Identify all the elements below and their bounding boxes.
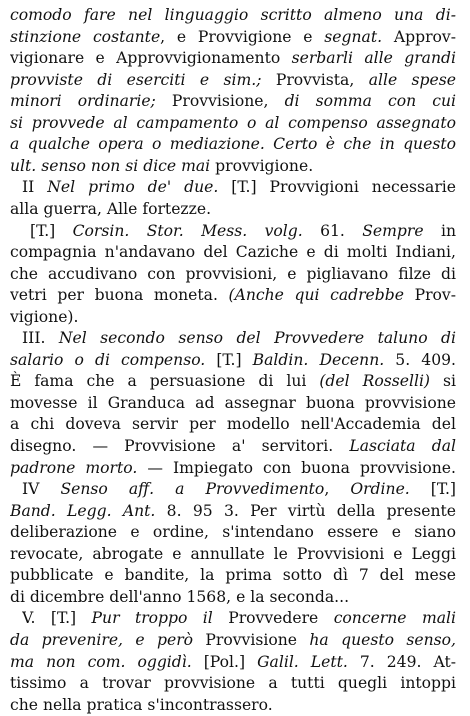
text-line: [10, 694, 456, 716]
italic-text-segment: segnat.: [324, 27, 383, 46]
italic-text-segment: Provvedere: [260, 329, 378, 348]
text-line: [22, 327, 456, 349]
text-segment: IV: [22, 480, 61, 499]
italic-text-segment: provviste di eserciti e sim.;: [10, 70, 262, 89]
italic-text-segment: Band. Legg. Ant.: [10, 501, 156, 520]
text-segment: vetri per buona moneta.: [10, 286, 229, 305]
text-line: [10, 586, 456, 608]
text-segment: II: [22, 178, 48, 197]
italic-text-segment: serbarli alle grandi: [291, 49, 456, 68]
text-segment: 7. 249. At-: [347, 652, 456, 671]
text-segment: a chi doveva servir per modello nell'Accademia del: [10, 415, 456, 434]
text-line: [10, 435, 456, 457]
text-line: [10, 263, 456, 285]
text-segment: — Impiegato con buona provvisione.: [137, 458, 456, 477]
italic-text-segment: Pur troppo il: [91, 609, 213, 628]
text-line: [10, 349, 456, 371]
italic-text-segment: (del Rosselli): [319, 372, 431, 391]
text-segment: Provvedere: [212, 609, 334, 628]
text-line: [10, 651, 456, 673]
text-line: [10, 457, 456, 479]
text-segment: provvigione.: [210, 156, 314, 175]
text-line: [10, 543, 456, 565]
text-segment: pubblicate e bandite, la prima sotto dì 7 del mese: [10, 566, 456, 585]
text-segment: 8. 95 3. Per virtù della presente: [155, 501, 456, 520]
italic-text-segment: Baldin. Decenn.: [252, 350, 385, 369]
text-line: [10, 112, 456, 134]
text-segment: È fama che a persuasione di lui: [10, 372, 320, 391]
text-line: [22, 478, 456, 500]
text-segment: vigionare e Approvvigionamento: [10, 49, 292, 68]
italic-text-segment: Sempre: [362, 221, 424, 240]
text-line: [10, 629, 456, 651]
italic-text-segment: a qualche opera o mediazione. Certo è che in questo: [10, 135, 456, 154]
text-segment: [Pol.]: [191, 652, 258, 671]
text-line: [10, 521, 456, 543]
italic-text-segment: stinzione costante: [10, 27, 161, 46]
text-line: [10, 284, 456, 306]
italic-text-segment: (Anche qui cadrebbe: [228, 286, 404, 305]
text-line: [10, 47, 456, 69]
text-segment: deliberazione e ordine, s'intendano essere e siano: [10, 523, 456, 542]
text-segment: 5. 409.: [384, 350, 456, 369]
text-line: [30, 220, 456, 242]
italic-text-segment: Lasciata dal: [349, 437, 456, 455]
text-segment: compagnia n'andavano del Caziche e di molti Indiani,: [10, 243, 456, 262]
italic-text-segment: Ordine.: [350, 480, 410, 499]
italic-text-segment: si provvede al campamento o al compenso assegnato: [10, 113, 456, 132]
italic-text-segment: Nel primo de' due.: [47, 178, 219, 197]
text-line: [10, 133, 456, 155]
italic-text-segment: concerne mali: [333, 609, 456, 628]
text-line: [10, 392, 456, 414]
italic-text-segment: alle spese: [368, 70, 456, 89]
italic-text-segment: Provvedimento: [184, 480, 325, 499]
text-segment: tissimo a trovar provvisione a tutti quegli intoppi: [10, 674, 456, 693]
italic-text-segment: ult. senso non si dice mai: [10, 156, 211, 175]
text-line: [10, 564, 456, 586]
text-segment: V. [T.]: [22, 609, 92, 628]
italic-text-segment: Corsin. Stor. Mess. volg.: [72, 221, 303, 240]
text-segment: [T.] Provvigioni necessarie: [218, 178, 456, 197]
italic-text-segment: comodo fare nel linguaggio scritto almeno una di-: [10, 6, 456, 24]
italic-text-segment: da prevenire, e però: [10, 630, 194, 649]
text-segment: alla guerra, Alle fortezze.: [10, 199, 212, 218]
text-segment: che nella pratica s'incontrassero.: [10, 695, 273, 714]
text-segment: ,: [324, 480, 351, 499]
text-segment: di dicembre dell'anno 1568, e la seconda...: [10, 587, 350, 606]
text-segment: si: [430, 372, 456, 391]
italic-text-segment: padrone morto.: [10, 458, 138, 477]
text-segment: Provvisione,: [155, 92, 285, 111]
text-line: [10, 69, 456, 91]
text-line: [10, 90, 456, 112]
text-line: [10, 672, 456, 694]
italic-text-segment: ha questo senso,: [309, 630, 456, 649]
text-segment: [T.]: [30, 221, 73, 240]
text-segment: III.: [22, 329, 59, 348]
text-segment: movesse il Granduca ad assegnar buona provvisione: [10, 393, 456, 412]
italic-text-segment: taluno di: [377, 329, 456, 348]
text-segment: Provvista,: [261, 70, 369, 89]
text-line: [10, 155, 456, 177]
text-segment: [T.]: [409, 480, 456, 499]
text-line: [22, 176, 456, 198]
italic-text-segment: di somma con cui: [284, 92, 456, 111]
text-segment: Provvisione: [193, 630, 310, 649]
text-line: [10, 306, 456, 328]
italic-text-segment: Senso aff. a: [60, 480, 185, 499]
text-segment: Approv-: [382, 27, 456, 46]
italic-text-segment: Nel secondo senso del: [58, 329, 261, 348]
italic-text-segment: ma non com. oggidì.: [10, 652, 192, 671]
italic-text-segment: Galil. Lett.: [257, 652, 348, 671]
text-line: [10, 500, 456, 522]
text-segment: 61.: [302, 221, 363, 240]
text-line: [22, 607, 456, 629]
text-segment: , e Provvigione e: [160, 27, 325, 46]
text-line: [10, 370, 456, 392]
text-line: [10, 4, 456, 26]
text-segment: disegno. — Provvisione a' servitori.: [10, 437, 350, 455]
text-line: [10, 241, 456, 263]
text-line: [10, 413, 456, 435]
italic-text-segment: salario o di compenso.: [10, 350, 206, 369]
text-segment: in: [423, 221, 456, 240]
text-segment: vigione).: [10, 307, 79, 326]
text-segment: Prov-: [403, 286, 456, 305]
italic-text-segment: minori ordinarie;: [10, 92, 156, 111]
text-line: [10, 198, 456, 220]
text-line: [10, 26, 456, 48]
text-segment: [T.]: [205, 350, 253, 369]
text-segment: revocate, abrogate e annullate le Provvisioni e Leggi: [10, 544, 456, 563]
text-segment: che accudivano con provvisioni, e pigliavano filze di: [10, 264, 456, 283]
